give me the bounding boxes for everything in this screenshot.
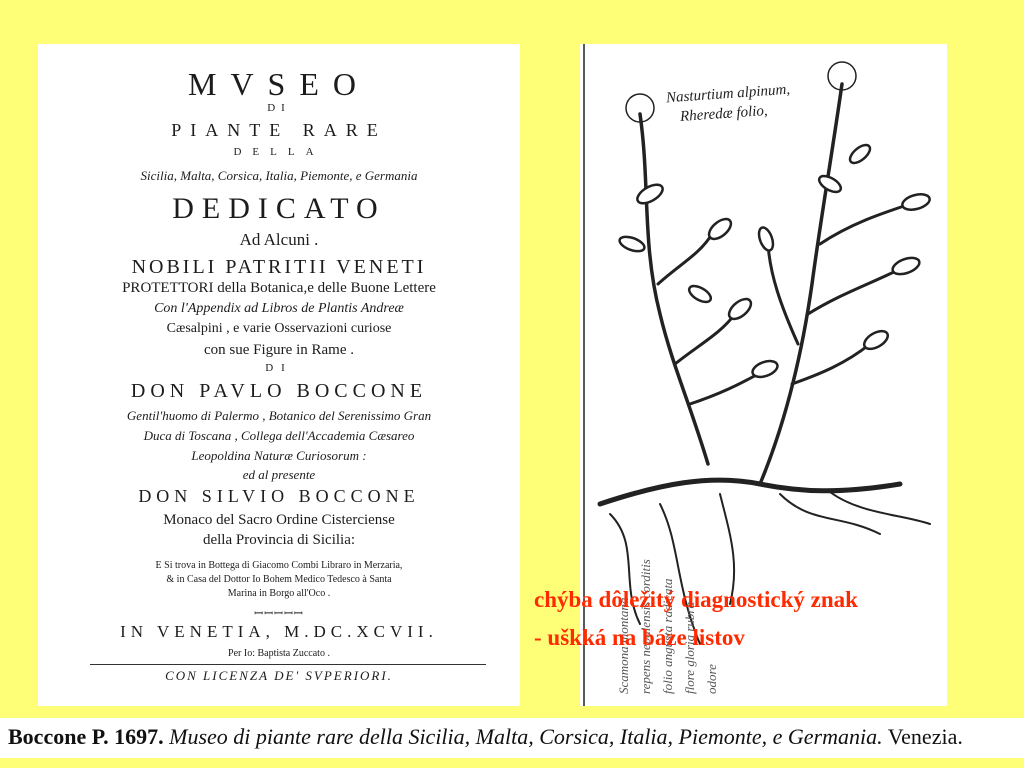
title-ad-alcuni: Ad Alcuni . xyxy=(239,230,319,249)
title-licenza: CON LICENZA DE' SVPERIORI. xyxy=(165,668,393,683)
title-don-silvio: DON SILVIO BOCCONE xyxy=(138,486,420,506)
title-nobili: NOBILI PATRITII VENETI xyxy=(131,256,427,278)
title-monaco: Monaco del Sacro Ordine Cisterciense xyxy=(163,512,395,528)
title-appendix: Con l'Appendix ad Libros de Plantis Andreæ xyxy=(154,301,404,316)
title-ornament: ꟷꟷꟷꟷꟷ xyxy=(254,608,304,620)
svg-text:repens nepalensis corditis: repens nepalensis corditis xyxy=(638,559,653,694)
book-title-page xyxy=(38,44,520,706)
branch-right-1 xyxy=(820,204,910,244)
title-museo: MVSEO xyxy=(187,66,370,102)
title-trova: E Si trova in Bottega di Giacomo Combi Libraro in Merzaria, xyxy=(155,560,403,571)
branch-right-4 xyxy=(768,244,798,344)
citation-text xyxy=(8,724,963,750)
title-regions: Sicilia, Malta, Corsica, Italia, Piemonte, e Germania xyxy=(140,168,418,183)
title-provincia: della Provincia di Sicilia: xyxy=(202,532,356,548)
svg-text:folio angusta radicata: folio angusta radicata xyxy=(660,578,675,694)
branch-right-2 xyxy=(808,269,900,314)
title-di: DI xyxy=(267,102,291,114)
branch-left-2 xyxy=(675,314,735,364)
title-gentilhuomo: Gentil'huomo di Palermo , Botanico del Serenissimo Gran xyxy=(126,408,432,423)
branch-right-3 xyxy=(792,344,870,384)
plant-label-folio: Rheredæ folio, xyxy=(679,102,769,126)
citation-bar xyxy=(0,718,1024,758)
title-piante-rare: PIANTE RARE xyxy=(171,120,387,140)
title-casa: & in Casa del Dottor Io Bohem Medico Tedesco à Santa xyxy=(166,574,392,585)
svg-text:odore: odore xyxy=(704,664,719,694)
branch-left-3 xyxy=(690,374,758,404)
title-cesalpini: Cæsalpini , e varie Osservazioni curiose xyxy=(166,321,392,336)
stem-right xyxy=(760,84,842,484)
citation-place: Venezia. xyxy=(887,724,963,749)
root-5 xyxy=(830,492,930,524)
title-della: DELLA xyxy=(233,146,325,158)
title-leopoldina: Leopoldina Naturæ Curiosorum : xyxy=(191,448,367,463)
citation-title: Museo di piante rare della Sicilia, Malta, Corsica, Italia, Piemonte, e Germania. xyxy=(169,724,883,749)
title-duca: Duca di Toscana , Collega dell'Accademia Cæsareo xyxy=(143,428,415,443)
title-marina: Marina in Borgo all'Oco . xyxy=(227,588,331,599)
root-4 xyxy=(780,494,880,534)
title-dedicato: DEDICATO xyxy=(172,192,386,225)
annotation-line-2: - uškká na báze listov xyxy=(534,625,745,650)
svg-text:Scamona montana: Scamona montana xyxy=(616,597,631,694)
root-main xyxy=(600,480,900,504)
title-printer: Per Io: Baptista Zuccato . xyxy=(228,648,330,659)
citation-author: Boccone P. 1697. xyxy=(8,724,164,749)
plant-label-name: Nasturtium alpinum, xyxy=(665,81,791,107)
annotation-line-1: chýba dôležitý diagnostický znak xyxy=(534,587,858,612)
title-di-2: DI xyxy=(265,362,293,374)
title-don-paulo: DON PAVLO BOCCONE xyxy=(130,380,428,402)
branch-left-1 xyxy=(658,234,712,284)
title-ed-al: ed al presente xyxy=(242,467,316,482)
svg-text:flore gloria rubra: flore gloria rubra xyxy=(682,602,697,694)
title-figure: con sue Figure in Rame . xyxy=(204,342,354,358)
title-rule xyxy=(90,664,486,665)
title-protettori: PROTETTORI della Botanica,e delle Buone Lettere xyxy=(122,280,436,296)
title-venetia: IN VENETIA, M.DC.XCVII. xyxy=(120,622,438,641)
